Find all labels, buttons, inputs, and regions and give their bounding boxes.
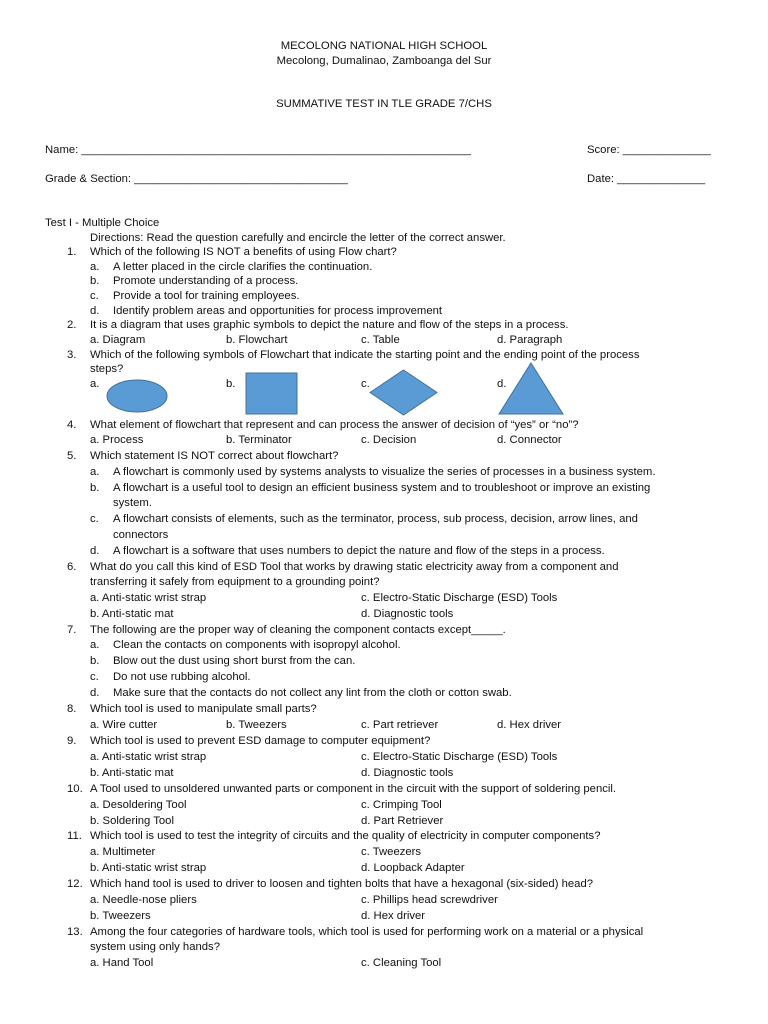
diamond-icon [369, 369, 438, 416]
option-text: A flowchart consists of elements, such as the terminator, process, sub process, decision, arrow lines, and [113, 513, 638, 525]
option-a: a. Hand Tool [90, 957, 154, 969]
option-c: c. [361, 378, 370, 390]
option-letter: d. [90, 305, 100, 317]
option-text-cont: connectors [113, 529, 169, 541]
question-text: What element of flowchart that represent and can process the answer of decision of “yes” or “no”? [90, 419, 579, 431]
option-a: a. Wire cutter [90, 719, 158, 731]
option-text-cont: system. [113, 497, 152, 509]
option-a: a. Anti-static wrist strap [90, 751, 207, 763]
question-text: Which tool is used to manipulate small parts? [90, 703, 317, 715]
option-b: b. [226, 378, 236, 390]
question-number: 10. [67, 783, 83, 795]
option-d: d. Paragraph [497, 334, 563, 346]
option-text: A flowchart is a useful tool to design an efficient business system and to troubleshoot or improve an existing [113, 482, 651, 494]
option-b: b. Soldering Tool [90, 815, 174, 827]
ellipse-icon [105, 378, 169, 414]
option-letter: c. [90, 671, 99, 683]
option-a: a. Diagram [90, 334, 146, 346]
question-text-cont: steps? [90, 363, 124, 375]
option-c: c. Table [361, 334, 400, 346]
option-text: Make sure that the contacts do not collect any lint from the cloth or cotton swab. [113, 687, 512, 699]
question-text: Which of the following IS NOT a benefits of using Flow chart? [90, 246, 397, 258]
score-field: Score: ______________ [587, 144, 711, 156]
option-text: Do not use rubbing alcohol. [113, 671, 251, 683]
school-name: MECOLONG NATIONAL HIGH SCHOOL [280, 40, 488, 52]
question-text: Among the four categories of hardware tools, which tool is used for performing work on a material or a physical [90, 926, 644, 938]
question-number: 11. [67, 830, 82, 842]
option-text: A letter placed in the circle clarifies the continuation. [113, 261, 373, 273]
option-d: d. Diagnostic tools [361, 767, 454, 779]
option-a: a. Desoldering Tool [90, 799, 187, 811]
option-text: Promote understanding of a process. [113, 275, 299, 287]
option-b: b. Tweezers [90, 910, 151, 922]
option-text: Provide a tool for training employees. [113, 290, 300, 302]
school-address: Mecolong, Dumalinao, Zamboanga del Sur [276, 55, 492, 67]
option-c: c. Crimping Tool [361, 799, 442, 811]
question-number: 1. [67, 246, 77, 258]
option-b: b. Anti-static mat [90, 767, 174, 779]
option-letter: a. [90, 261, 100, 273]
directions: Directions: Read the question carefully and encircle the letter of the correct answer. [90, 232, 506, 244]
question-number: 4. [67, 419, 77, 431]
question-text: Which of the following symbols of Flowchart that indicate the starting point and the ending point of the process [90, 349, 640, 361]
option-c: c. Electro-Static Discharge (ESD) Tools [361, 592, 558, 604]
option-d: d. Hex driver [497, 719, 562, 731]
question-text: Which hand tool is used to driver to loosen and tighten bolts that have a hexagonal (six-sided) head? [90, 878, 594, 890]
option-b: b. Terminator [226, 434, 292, 446]
option-d: d. Part Retriever [361, 815, 444, 827]
option-a: a. Needle-nose pliers [90, 894, 197, 906]
option-b: b. Anti-static mat [90, 608, 174, 620]
option-letter: b. [90, 655, 100, 667]
option-text: A flowchart is a software that uses numbers to depict the nature and flow of the steps in a process. [113, 545, 605, 557]
option-a: a. Anti-static wrist strap [90, 592, 207, 604]
grade-section-field: Grade & Section: __________________________________ [45, 173, 348, 185]
question-text: Which statement IS NOT correct about flowchart? [90, 450, 339, 462]
question-text-cont: transferring it safely from equipment to a grounding point? [90, 576, 380, 588]
question-number: 9. [67, 735, 77, 747]
option-d: d. Diagnostic tools [361, 608, 454, 620]
question-number: 8. [67, 703, 77, 715]
option-text: Clean the contacts on components with isopropyl alcohol. [113, 639, 401, 651]
option-c: c. Electro-Static Discharge (ESD) Tools [361, 751, 558, 763]
question-text: The following are the proper way of cleaning the component contacts except_____. [90, 624, 506, 636]
question-number: 2. [67, 319, 77, 331]
question-text: It is a diagram that uses graphic symbols to depict the nature and flow of the steps in a process. [90, 319, 569, 331]
test-title: SUMMATIVE TEST IN TLE GRADE 7/CHS [276, 98, 492, 110]
question-number: 3. [67, 349, 77, 361]
triangle-icon [498, 362, 564, 415]
date-field: Date: ______________ [587, 173, 706, 185]
test-section-title: Test I - Multiple Choice [45, 217, 160, 229]
option-text: Identify problem areas and opportunities for process improvement [113, 305, 443, 317]
option-letter: d. [90, 687, 100, 699]
option-letter: a. [90, 639, 100, 651]
question-number: 13. [67, 926, 83, 938]
question-number: 5. [67, 450, 77, 462]
question-number: 7. [67, 624, 77, 636]
option-a: a. Multimeter [90, 846, 156, 858]
option-text: A flowchart is commonly used by systems analysts to visualize the series of processes in a business system. [113, 466, 656, 478]
option-d: d. Hex driver [361, 910, 426, 922]
name-field: Name: ______________________________________________________________ [45, 144, 471, 156]
option-letter: d. [90, 545, 100, 557]
option-a: a. Process [90, 434, 144, 446]
option-b: b. Anti-static wrist strap [90, 862, 207, 874]
option-b: b. Tweezers [226, 719, 287, 731]
option-c: c. Part retriever [361, 719, 439, 731]
option-d: d. [497, 378, 507, 390]
option-c: c. Tweezers [361, 846, 422, 858]
option-c: c. Cleaning Tool [361, 957, 442, 969]
option-d: d. Connector [497, 434, 562, 446]
option-d: d. Loopback Adapter [361, 862, 465, 874]
question-number: 6. [67, 561, 77, 573]
option-c: c. Phillips head screwdriver [361, 894, 498, 906]
option-letter: c. [90, 513, 99, 525]
question-text: A Tool used to unsoldered unwanted parts or component in the circuit with the support of soldering pencil. [90, 783, 617, 795]
option-a: a. [90, 378, 100, 390]
rectangle-icon [245, 372, 298, 415]
option-letter: b. [90, 482, 100, 494]
option-letter: b. [90, 275, 100, 287]
option-c: c. Decision [361, 434, 417, 446]
option-letter: c. [90, 290, 99, 302]
question-text: What do you call this kind of ESD Tool that works by drawing static electricity away from a component and [90, 561, 619, 573]
question-text-cont: system using only hands? [90, 941, 220, 953]
option-b: b. Flowchart [226, 334, 288, 346]
option-text: Blow out the dust using short burst from the can. [113, 655, 356, 667]
question-text: Which tool is used to prevent ESD damage to computer equipment? [90, 735, 431, 747]
question-text: Which tool is used to test the integrity of circuits and the quality of electricity in computer components? [90, 830, 601, 842]
option-letter: a. [90, 466, 100, 478]
question-number: 12. [67, 878, 83, 890]
